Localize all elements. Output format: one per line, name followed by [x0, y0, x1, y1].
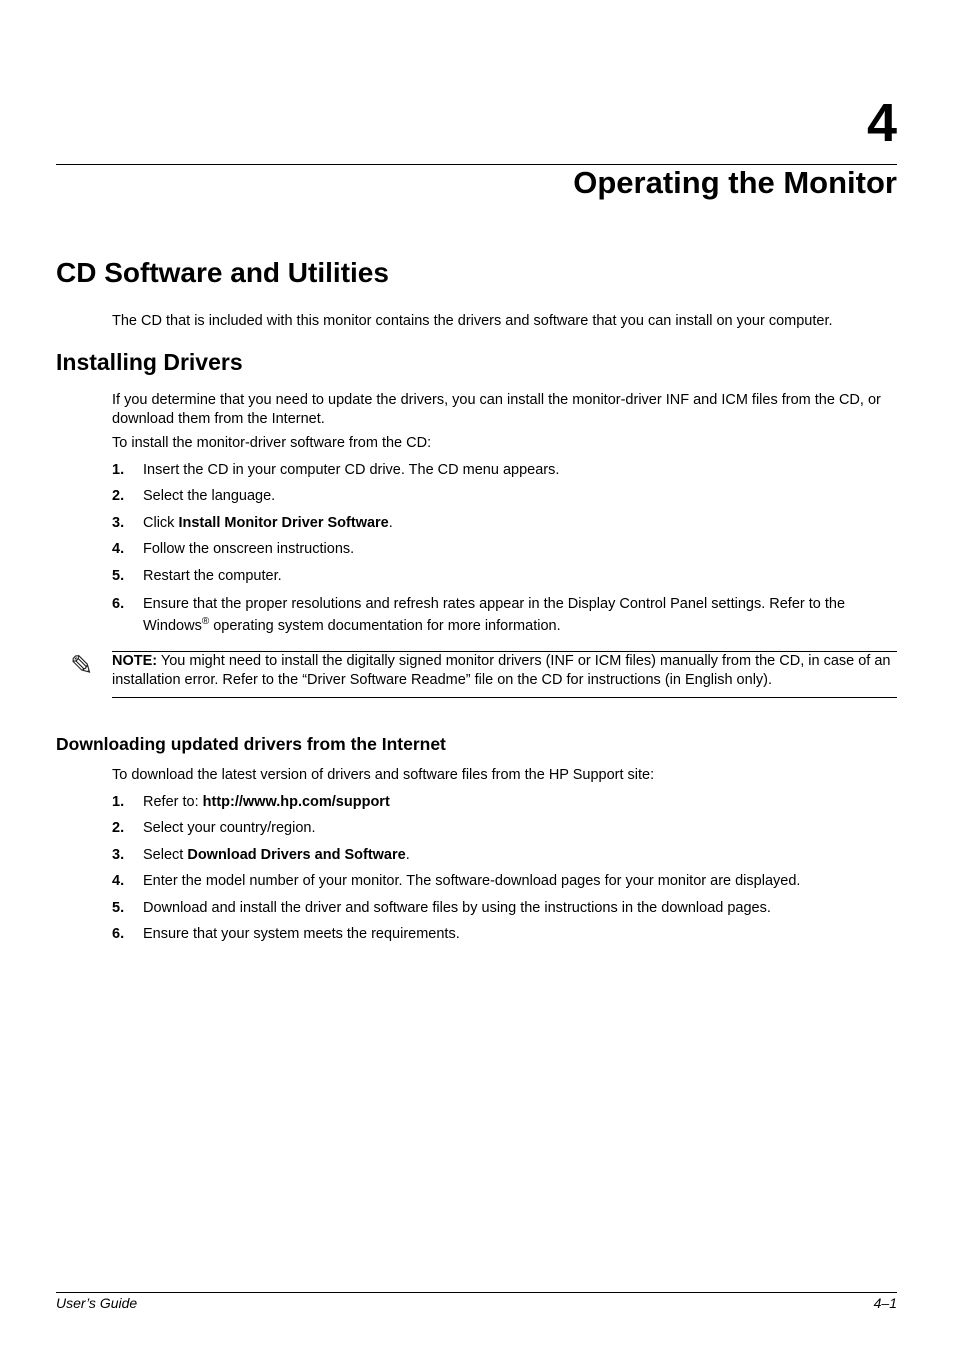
footer-rule: [56, 1292, 897, 1293]
step-text: Insert the CD in your computer CD drive. The CD menu appears.: [143, 462, 560, 478]
step-number: 1.: [112, 462, 125, 478]
step-text: Select the language.: [143, 488, 276, 504]
step-text: Select your country/region.: [143, 820, 316, 836]
install-step-3: [112, 514, 897, 533]
step-text: Download and install the driver and software files by using the instructions in the download pages.: [143, 900, 771, 916]
step-text-pre: Select: [143, 847, 188, 863]
step-number: 3.: [112, 515, 125, 531]
step-text: Restart the computer.: [143, 568, 282, 584]
step-text-pre: Click: [143, 515, 179, 531]
download-step-2: [112, 819, 897, 838]
section-heading-installing-drivers: Installing Drivers: [56, 349, 243, 375]
step-text-post: .: [388, 515, 393, 531]
pencil-icon: ✎: [70, 650, 94, 681]
footer-page-number: 4–1: [873, 1295, 897, 1311]
chapter-title: Operating the Monitor: [573, 165, 897, 200]
step-number: 6.: [112, 596, 125, 612]
step-text: Follow the onscreen instructions.: [143, 541, 355, 557]
note-label: NOTE:: [112, 653, 158, 669]
step-text-pre: Refer to:: [143, 794, 203, 810]
step-number: 1.: [112, 794, 125, 810]
step-number: 4.: [112, 541, 125, 557]
note-text: You might need to install the digitally signed monitor drivers (INF or ICM files) manually from the CD, in case of an installation error. Refer to the “Driver Software Readme” file on the CD for instructions (in English only).: [112, 653, 891, 688]
section-heading-cd-software: CD Software and Utilities: [56, 257, 389, 288]
step-number: 4.: [112, 873, 125, 889]
step-text-bold: Install Monitor Driver Software: [178, 515, 389, 531]
footer-guide-title: User’s Guide: [56, 1295, 138, 1311]
install-step-5: [112, 567, 897, 586]
install-paragraph-2: To install the monitor-driver software from the CD:: [112, 435, 432, 451]
install-step-2: [112, 487, 897, 506]
step-text-bold: Download Drivers and Software: [187, 847, 406, 863]
chapter-number: 4: [866, 93, 897, 153]
step-number: 5.: [112, 568, 125, 584]
download-intro-paragraph: To download the latest version of drivers and software files from the HP Support site:: [112, 767, 655, 783]
step-number: 2.: [112, 820, 125, 836]
section-heading-downloading: Downloading updated drivers from the Internet: [56, 734, 446, 754]
install-paragraph-1: If you determine that you need to update the drivers, you can install the monitor-driver INF and ICM files from the CD, or download them from the Internet.: [112, 392, 881, 427]
download-step-6: [112, 925, 897, 944]
step-text-post: .: [405, 847, 410, 863]
cd-intro-paragraph: The CD that is included with this monitor contains the drivers and software that you can install on your computer.: [112, 313, 833, 329]
download-step-1: [112, 793, 897, 812]
step-text-post: operating system documentation for more information.: [209, 618, 561, 634]
download-step-5: [112, 899, 897, 918]
step-number: 3.: [112, 847, 125, 863]
step-text-pre: Ensure that the proper resolutions and refresh rates appear in the Display Control Panel settings. Refer to the Windows: [143, 596, 846, 634]
install-step-4: [112, 540, 897, 559]
step-text: Enter the model number of your monitor. The software-download pages for your monitor are displayed.: [143, 873, 801, 889]
install-step-1: [112, 461, 897, 480]
download-step-3: [112, 846, 897, 865]
step-number: 6.: [112, 926, 125, 942]
note-bottom-rule: [112, 697, 897, 698]
registered-mark: ®: [201, 616, 210, 628]
step-number: 5.: [112, 900, 125, 916]
support-link[interactable]: http://www.hp.com/support: [202, 794, 390, 810]
note-block: [112, 652, 897, 690]
step-text: Ensure that your system meets the requirements.: [143, 926, 460, 942]
install-step-6: [112, 593, 897, 637]
step-number: 2.: [112, 488, 125, 504]
download-step-4: [112, 872, 897, 891]
